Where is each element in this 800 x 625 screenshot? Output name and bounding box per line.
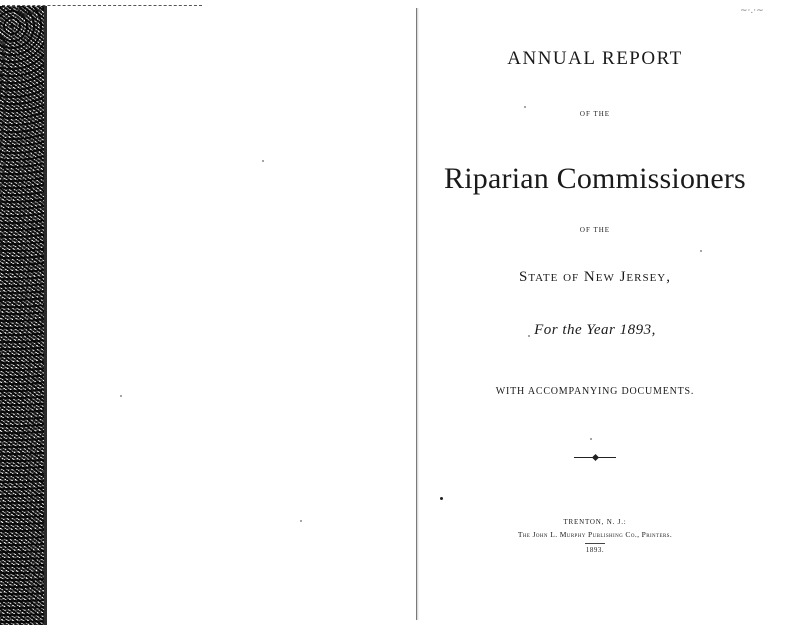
report-year: For the Year 1893, [534,322,656,338]
report-heading: ANNUAL REPORT [507,48,683,69]
imprint-place: TRENTON, N. J.: [563,518,627,526]
print-speck [700,250,702,252]
print-speck [120,395,122,397]
print-speck [262,160,264,162]
state-name: State of New Jersey, [518,269,671,285]
imprint-year: 1893. [585,546,605,554]
commission-name: Riparian Commissioners [444,162,746,195]
title-page [420,0,800,625]
print-speck [590,438,592,440]
accompanying-documents: WITH ACCOMPANYING DOCUMENTS. [495,386,695,397]
ornament-diamond-icon [592,454,599,461]
of-the-label: OF THE [579,110,611,118]
imprint-rule [585,543,605,544]
corner-mark: ~·.·~ [740,6,764,16]
of-the-label: OF THE [579,226,611,234]
blank-left-page [47,6,415,625]
marbled-endpaper [0,6,46,625]
print-speck [440,497,443,500]
print-speck [524,106,526,108]
print-speck [528,335,530,337]
imprint-printer: The John L. Murphy Publishing Co., Printers. [517,530,673,539]
print-speck [300,520,302,522]
gutter-shadow [417,8,419,620]
